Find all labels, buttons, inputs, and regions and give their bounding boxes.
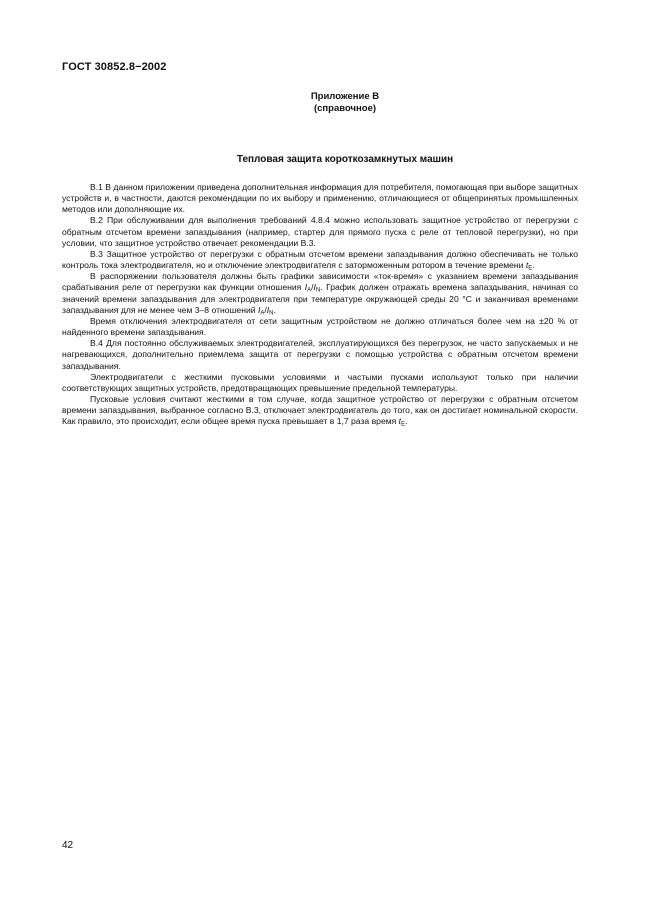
paragraph-b2: В.2 При обслуживании для выполнения требований 4.8.4 можно использовать защитное устройство от перегрузки с обратным отсчетом времени запаздывания (например, стартер для прямого пуска с реле от тепловой перегрузки), но при условии, что защитное устройство отвечает рекомендации В.3. (62, 215, 578, 248)
document-body (62, 182, 578, 427)
paragraph-heavy-start: Электродвигатели с жесткими пусковыми условиями и частыми пусками используют только при наличии соответствующих защитных устройств, предотвращающих превышение предельной температуры. (62, 371, 578, 393)
math-subscript: E (528, 265, 533, 272)
paragraph-text: . График должен отражать времена запаздывания, начиная со значений времени запаздывания для электродвигателя при температуре окружающей среды 20 °С и заканчивая временами запаздывания для не менее чем 3–8 отношений (62, 282, 578, 315)
paragraph-text: . (532, 260, 535, 271)
math-slash: / (264, 304, 267, 315)
math-slash: / (311, 282, 314, 293)
paragraph-text: . (405, 416, 408, 427)
paragraph-text: В распоряжении пользователя должны быть графики зависимости «ток-время» с указанием времени запаздывания срабатывания реле от перегрузки как функции отношения (62, 271, 578, 293)
appendix-heading (0, 91, 646, 115)
math-subscript: A (307, 287, 312, 294)
math-variable: I (313, 282, 316, 293)
math-variable: t (525, 260, 529, 271)
math-variable: t (398, 416, 402, 427)
paragraph-text: В.3 Защитное устройство от перегрузки с обратным отсчетом времени запаздывания должно обеспечивать не только контроль тока электродвигателя, но и отключение электродвигателя с заторможенным ротором в течение времени (62, 248, 578, 271)
appendix-label: Приложение В (310, 91, 380, 102)
paragraph-text: Пусковые условия считают жесткими в том случае, когда защитное устройство от перегрузки с обратным отсчетом времени запаздывания, выбранное согласно В.3, отключает электродвигатель до того, как он достигает номинальной скорости. Как правило, это происходит, если общее время пуска превышает в 1,7 раза время (62, 393, 578, 427)
paragraph-disconnect-time: Время отключения электродвигателя от сети защитным устройством не должно отличаться более чем на ±20 % от найденного времени запаздывания. (62, 315, 578, 338)
section-title-text: Тепловая защита короткозамкнутых машин (236, 154, 454, 165)
paragraph-b1: В.1 В данном приложении приведена дополнительная информация для потребителя, помогающая при выборе защитных устройств и, в частности, даются рекомендации по их выбору и применению, отличающиеся от общепринятых промышленных методов или дополняющие их. (62, 182, 578, 215)
paragraph-b3 (62, 249, 578, 271)
math-subscript: N (269, 310, 274, 317)
section-title (0, 154, 646, 165)
math-variable: I (266, 304, 270, 315)
page-number: 42 (62, 840, 74, 851)
math-variable: I (257, 304, 261, 315)
paragraph-start-conditions (62, 394, 578, 427)
paragraph-b4: В.4 Для постоянно обслуживаемых электродвигателей, эксплуатирующихся без перегрузок, не часто запускаемых и не нагревающихся, дополнительно приемлема защита от перегрузки с помощью устройства с обратным отсчетом времени запаздывания. (62, 338, 578, 371)
math-subscript: N (315, 287, 321, 294)
paragraph-text: . (273, 304, 276, 315)
math-subscript: E (401, 421, 406, 428)
math-variable: I (304, 282, 308, 293)
paragraph-graphs (62, 271, 578, 316)
math-subscript: A (260, 310, 265, 317)
appendix-type: (справочное) (313, 103, 377, 114)
document-number: ГОСТ 30852.8−2002 (62, 61, 167, 73)
